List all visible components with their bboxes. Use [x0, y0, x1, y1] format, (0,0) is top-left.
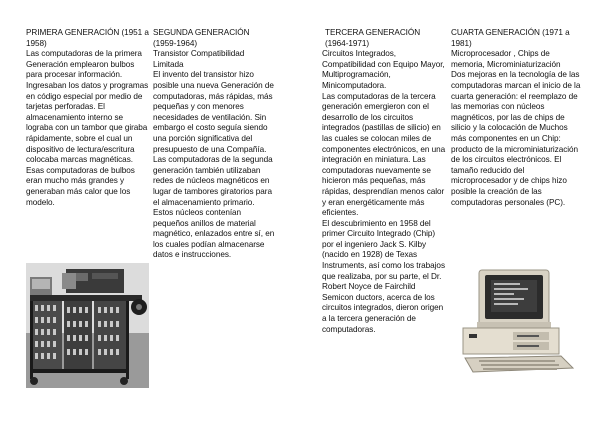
first-generation-text: Las computadoras de la primera Generación emplearon bulbos para procesar información. Ingresaban los datos y programas en código especial por medio de tarjetas perforadas. El almacenamiento interno se lograba con un tambor que giraba rápidamente, sobre el cual un dispositivo de lectura/escritura colocaba marcas magnéticas. Esas computadoras de bulbos eran mucho más grandes y generaban más calor que los modelo. [26, 49, 149, 207]
third-generation-text-2: El descubrimiento en 1958 del primer Circuito Integrado (Chip) por el ingeniero Jack S. Kilby (nacido en 1928) de Texas Instruments, así como los trabajos que realizaba, por su parte, el Dr. Robert Noyce de Fairchild Semicon ductors, acerca de los circuitos integrados, dieron origen a la tercera generación de computadoras. [322, 218, 445, 334]
fourth-generation-column [451, 28, 584, 208]
third-generation-title: TERCERA GENERACIÓN (1964-1971) [325, 28, 421, 48]
second-generation-text: Transistor Compatibilidad Limitada El invento del transistor hizo posible una nueva Generación de computadoras, más rápidas, más pequeñas y con menores necesidades de ventilación. Sin embargo el costo seguía siendo una porción significativa del presupuesto de una Compañía. Las computadoras de la segunda generación también utilizaban redes de núcleos magnéticos en lugar de tambores giratorios para el almacenamiento primario. Estos núcleos contenían pequeños anillos de material magnético, enlazados entre sí, en los cuales podían almacenarse datos e instrucciones. [153, 49, 275, 260]
third-generation-text: Circuitos Integrados, Compatibilidad con Equipo Mayor, Multiprogramación, Minicomputadora. Las computadoras de la tercera generación emergieron con el desarrollo de los circuitos integrados (pastillas de silicio) en las cuales se colocan miles de componentes electrónicos, en una integración en miniatura. Las computadoras nuevamente se hicieron más pequeñas, más rápidas, desprendían menos calor y eran energéticamente más eficientes. [322, 49, 446, 218]
vacuum-tube-computer-photo [26, 263, 149, 388]
fourth-generation-text: Microprocesador , Chips de memoria, Microminiaturización Dos mejoras en la tecnología de las computadoras marcan el inicio de la cuarta generación: el reemplazo de las memorias con núcleos magnéticos, por las de chips de silicio y la colocación de Muchos más componentes en un Chip: producto de la microminiaturización de los circuitos electrónicos. El tamaño reducido del microprocesador y de chips hizo posible la creación de las computadoras personales (PC). [451, 49, 581, 207]
third-generation-column [322, 28, 447, 335]
second-generation-title: SEGUNDA GENERACIÓN (1959-1964) [153, 28, 250, 48]
second-generation-column [153, 28, 276, 261]
vacuum-tube-computer-image [26, 263, 149, 388]
first-generation-column [26, 28, 150, 208]
personal-computer-photo [457, 266, 579, 374]
first-generation-title: PRIMERA GENERACIÓN (1951 a 1958) [26, 28, 149, 48]
fourth-generation-title: CUARTA GENERACIÓN (1971 a 1981) [451, 28, 570, 48]
personal-computer-image [457, 266, 579, 374]
